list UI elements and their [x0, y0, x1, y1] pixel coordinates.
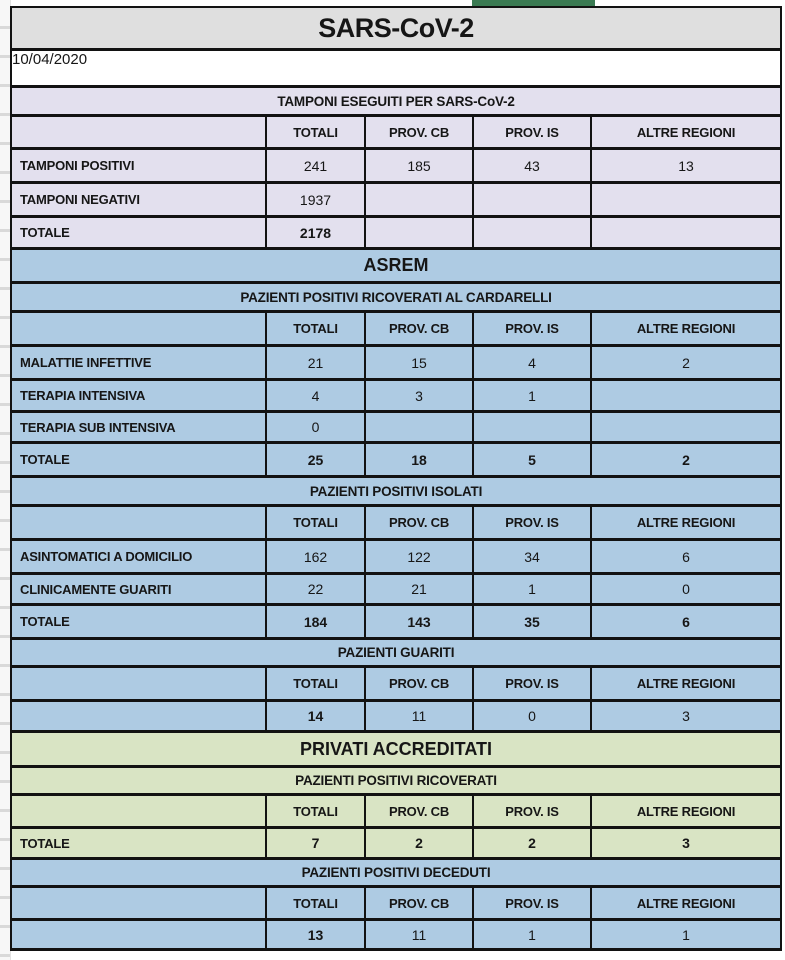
value-cell: 13	[265, 921, 364, 948]
guariti-column-header-row	[12, 668, 780, 702]
empty-cell	[12, 796, 265, 826]
value-cell: 2	[590, 444, 780, 475]
table-row-terapia-sub-intensiva	[12, 413, 780, 444]
column-header-altre-regioni: ALTRE REGIONI	[590, 313, 780, 344]
isolati-column-header-row	[12, 507, 780, 541]
column-header-totali: TOTALI	[265, 313, 364, 344]
empty-cell	[472, 184, 590, 215]
value-cell: 1	[472, 575, 590, 603]
section-header-guariti	[12, 640, 780, 668]
table-row-tamponi-negativi	[12, 184, 780, 218]
value-cell: 3	[590, 702, 780, 730]
row-label: TOTALE	[20, 835, 70, 851]
empty-cell	[364, 218, 472, 247]
value-cell: 35	[472, 606, 590, 637]
column-header-prov-is: PROV. IS	[472, 313, 590, 344]
value-cell: 4	[265, 381, 364, 410]
table-row-malattie-infettive	[12, 347, 780, 381]
value-cell: 18	[364, 444, 472, 475]
column-header-prov-cb: PROV. CB	[364, 313, 472, 344]
value-cell: 4	[472, 347, 590, 378]
value-cell: 21	[364, 575, 472, 603]
section-title-asrem-label: ASREM	[363, 255, 429, 275]
column-header-prov-is: PROV. IS	[472, 796, 590, 826]
section-header-cardarelli-label: PAZIENTI POSITIVI RICOVERATI AL CARDARELLI	[240, 289, 552, 305]
column-header-totali: TOTALI	[265, 888, 364, 918]
column-header-prov-is: PROV. IS	[472, 668, 590, 699]
section-title-privati	[12, 733, 780, 768]
column-header-prov-cb: PROV. CB	[364, 117, 472, 147]
section-header-privati-ricoverati	[12, 768, 780, 796]
table-row-isolati-totale	[12, 606, 780, 640]
value-cell: 1937	[265, 184, 364, 215]
value-cell: 43	[472, 150, 590, 181]
empty-cell	[12, 668, 265, 699]
tamponi-column-header-row	[12, 117, 780, 150]
value-cell: 1	[590, 921, 780, 948]
value-cell: 6	[590, 606, 780, 637]
section-header-cardarelli	[12, 284, 780, 313]
column-header-prov-cb: PROV. CB	[364, 507, 472, 538]
table-row-guariti-values	[12, 702, 780, 733]
section-header-tamponi	[12, 88, 780, 117]
row-label: TOTALE	[20, 452, 70, 467]
column-header-altre-regioni: ALTRE REGIONI	[590, 507, 780, 538]
value-cell: 25	[265, 444, 364, 475]
column-header-altre-regioni: ALTRE REGIONI	[590, 117, 780, 147]
table-row-tamponi-totale	[12, 218, 780, 250]
value-cell: 13	[590, 150, 780, 181]
table-row-cardarelli-totale	[12, 444, 780, 478]
value-cell: 185	[364, 150, 472, 181]
section-header-isolati	[12, 478, 780, 507]
row-label: TOTALE	[20, 614, 70, 629]
value-cell: 5	[472, 444, 590, 475]
section-header-isolati-label: PAZIENTI POSITIVI ISOLATI	[309, 483, 483, 499]
empty-cell	[590, 218, 780, 247]
value-cell: 2	[590, 347, 780, 378]
value-cell: 21	[265, 347, 364, 378]
date-row	[12, 51, 780, 88]
table-row-clinicamente-guariti	[12, 575, 780, 606]
column-header-altre-regioni: ALTRE REGIONI	[590, 796, 780, 826]
value-cell: 34	[472, 541, 590, 572]
column-header-totali: TOTALI	[265, 117, 364, 147]
value-cell: 184	[265, 606, 364, 637]
column-header-totali: TOTALI	[265, 668, 364, 699]
row-label: TAMPONI NEGATIVI	[20, 192, 140, 207]
title-row	[12, 8, 780, 51]
table-row-privati-totale	[12, 829, 780, 860]
empty-cell	[472, 218, 590, 247]
empty-cell	[12, 507, 265, 538]
row-label: TAMPONI POSITIVI	[20, 158, 135, 173]
value-cell: 7	[265, 829, 364, 857]
column-header-prov-is: PROV. IS	[472, 888, 590, 918]
value-cell: 3	[364, 381, 472, 410]
value-cell: 1	[472, 381, 590, 410]
column-header-altre-regioni: ALTRE REGIONI	[590, 668, 780, 699]
value-cell: 1	[472, 921, 590, 948]
empty-cell	[364, 184, 472, 215]
column-header-prov-cb: PROV. CB	[364, 796, 472, 826]
empty-cell	[12, 888, 265, 918]
value-cell: 15	[364, 347, 472, 378]
row-label: TOTALE	[20, 225, 70, 240]
section-header-deceduti	[12, 860, 780, 888]
value-cell: 22	[265, 575, 364, 603]
value-cell: 11	[364, 921, 472, 948]
empty-cell	[590, 184, 780, 215]
section-header-guariti-label: PAZIENTI GUARITI	[337, 645, 455, 660]
privati-column-header-row	[12, 796, 780, 829]
page-title: SARS-CoV-2	[318, 12, 474, 43]
empty-cell	[12, 117, 265, 147]
column-header-prov-is: PROV. IS	[472, 507, 590, 538]
value-cell: 143	[364, 606, 472, 637]
section-title-asrem	[12, 250, 780, 284]
cardarelli-column-header-row	[12, 313, 780, 347]
value-cell: 0	[265, 413, 364, 441]
section-header-deceduti-label: PAZIENTI POSITIVI DECEDUTI	[301, 865, 491, 880]
row-label: TERAPIA INTENSIVA	[20, 388, 146, 403]
row-label: TERAPIA SUB INTENSIVA	[20, 419, 176, 435]
value-cell: 0	[590, 575, 780, 603]
value-cell: 14	[265, 702, 364, 730]
value-cell: 162	[265, 541, 364, 572]
row-label: ASINTOMATICI A DOMICILIO	[20, 549, 193, 564]
section-header-tamponi-label: TAMPONI ESEGUITI PER SARS-CoV-2	[277, 93, 515, 109]
report-table	[10, 6, 782, 951]
column-header-altre-regioni: ALTRE REGIONI	[590, 888, 780, 918]
section-header-privati-ricoverati-label: PAZIENTI POSITIVI RICOVERATI	[295, 773, 497, 788]
table-row-asintomatici	[12, 541, 780, 575]
row-label: MALATTIE INFETTIVE	[20, 355, 152, 370]
column-header-prov-cb: PROV. CB	[364, 668, 472, 699]
column-header-prov-is: PROV. IS	[472, 117, 590, 147]
value-cell: 241	[265, 150, 364, 181]
value-cell: 2	[472, 829, 590, 857]
value-cell: 0	[472, 702, 590, 730]
empty-cell	[364, 413, 472, 441]
deceduti-column-header-row	[12, 888, 780, 921]
empty-cell	[472, 413, 590, 441]
value-cell: 3	[590, 829, 780, 857]
empty-cell	[12, 921, 265, 948]
empty-cell	[590, 381, 780, 410]
value-cell: 11	[364, 702, 472, 730]
empty-cell	[12, 702, 265, 730]
column-header-prov-cb: PROV. CB	[364, 888, 472, 918]
value-cell: 122	[364, 541, 472, 572]
table-row-tamponi-positivi	[12, 150, 780, 184]
value-cell: 2	[364, 829, 472, 857]
report-date: 10/04/2020	[12, 51, 88, 68]
table-row-terapia-intensiva	[12, 381, 780, 413]
section-title-privati-label: PRIVATI ACCREDITATI	[300, 738, 492, 759]
table-row-deceduti-values	[12, 921, 780, 951]
value-cell: 2178	[265, 218, 364, 247]
row-label: CLINICAMENTE GUARITI	[20, 581, 172, 597]
value-cell: 6	[590, 541, 780, 572]
column-header-totali: TOTALI	[265, 796, 364, 826]
column-header-totali: TOTALI	[265, 507, 364, 538]
empty-cell	[12, 313, 265, 344]
empty-cell	[590, 413, 780, 441]
